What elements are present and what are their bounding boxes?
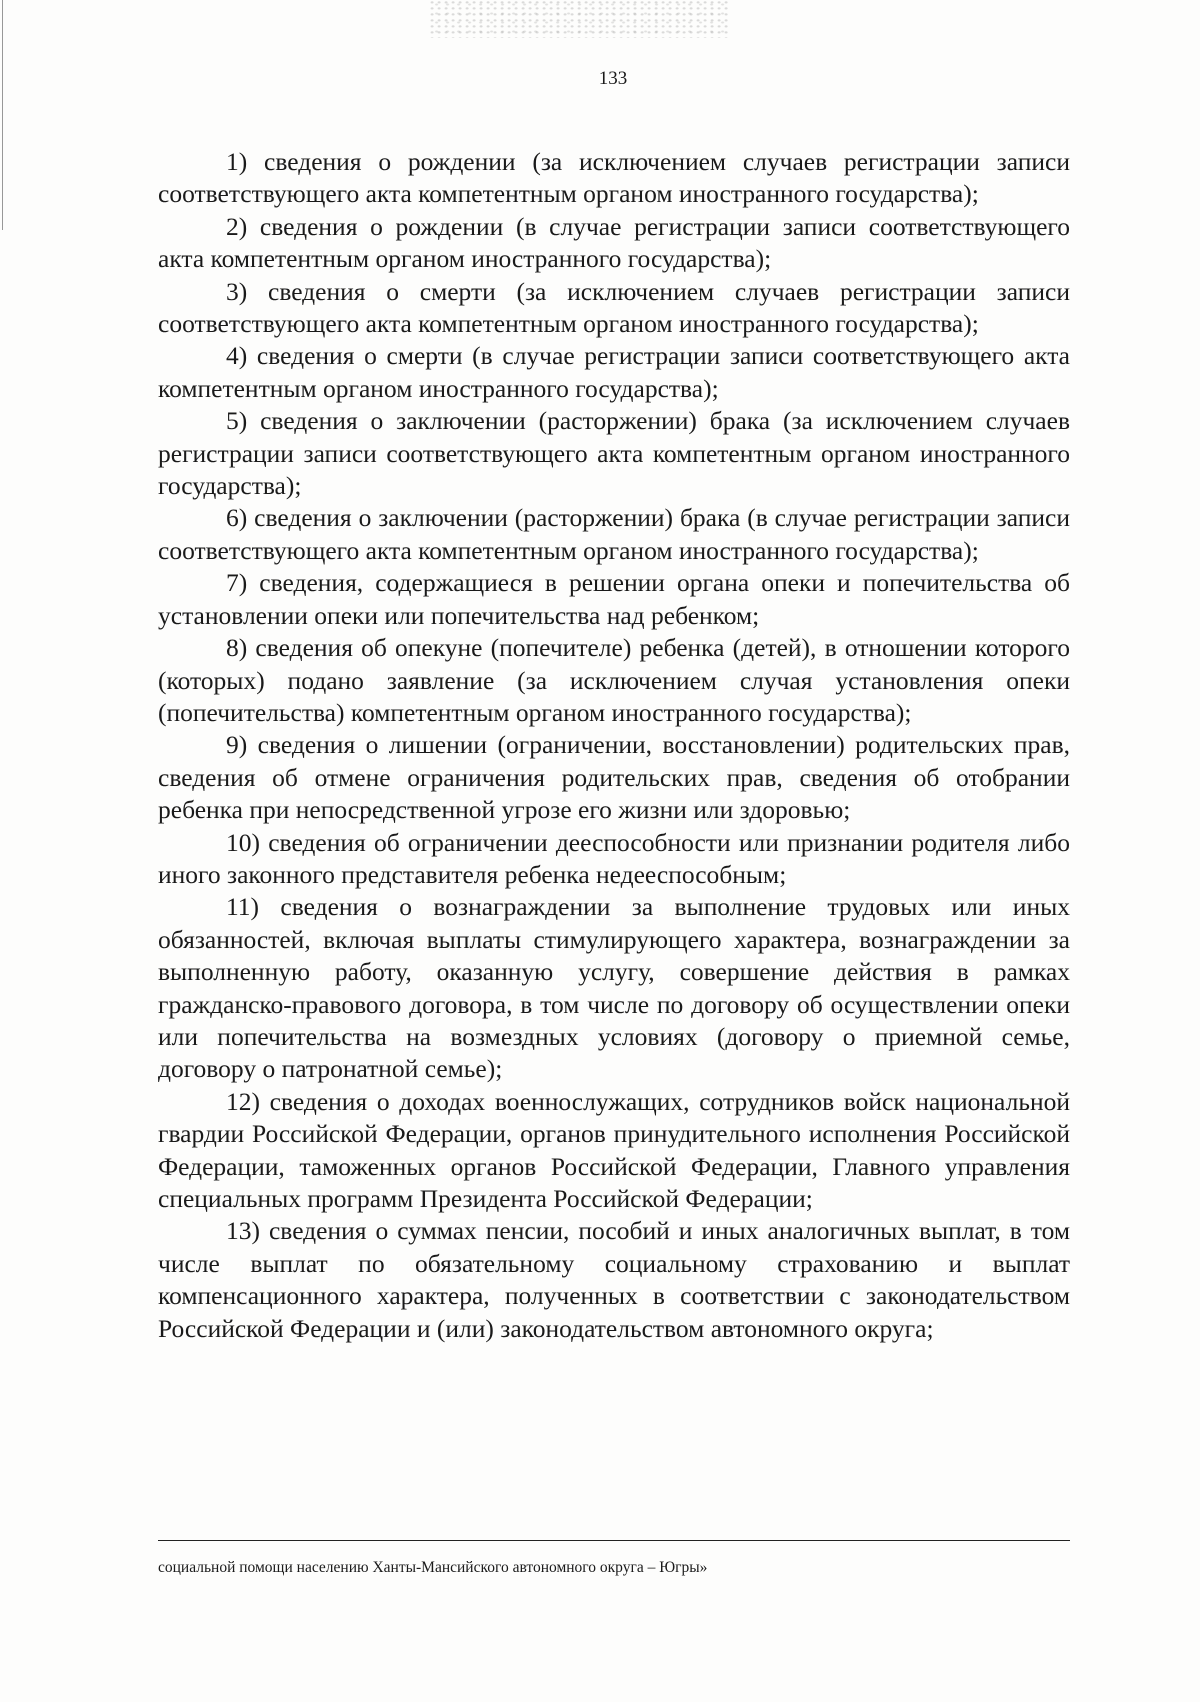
list-item-3: 3) сведения о смерти (за исключением случаев регистрации записи соответствующего акта компетентным органом иностранного государства); [158, 276, 1070, 339]
list-item-13: 13) сведения о суммах пенсии, пособий и иных аналогичных выплат, в том числе выплат по обязательному социальному страхованию и выплат компенсационного характера, полученных в соответствии с законодательством Российской Федерации и (или) законодательством автономного округа; [158, 1216, 1070, 1343]
list-item-1: 1) сведения о рождении (за исключением случаев регистрации записи соответствующего акта компетентным органом иностранного государства); [158, 147, 1070, 209]
list-item-11: 11) сведения о вознаграждении за выполнение трудовых или иных обязанностей, включая выплаты стимулирующего характера, вознаграждении за выполненную работу, оказанную услугу, совершение действия в рамках гражданско-правового договора, в том числе по договору об осуществлении опеки или попечительства на возмездных условиях (договору о приемной семье, договору о патронатной семье); [158, 892, 1070, 1084]
list-item-6: 6) сведения о заключении (расторжении) брака (в случае регистрации записи соответствующего акта компетентным органом иностранного государства); [158, 503, 1070, 565]
list-item-5: 5) сведения о заключении (расторжении) брака (за исключением случаев регистрации записи соответствующего акта компетентным органом иностранного государства); [158, 406, 1070, 501]
page-number: 133 [598, 68, 628, 89]
footer-text: социальной помощи населению Ханты-Мансийского автономного округа – Югры» [158, 1559, 708, 1576]
list-item-2: 2) сведения о рождении (в случае регистрации записи соответствующего акта компетентным органом иностранного государства); [158, 211, 1070, 274]
scan-noise-artifact [430, 0, 730, 38]
list-item-12: 12) сведения о доходах военнослужащих, сотрудников войск национальной гвардии Российской Федерации, органов принудительного исполнения Российской Федерации, таможенных органов Российской Федерации, Главного управления специальных программ Президента Российской Федерации; [158, 1086, 1070, 1213]
list-item-10: 10) сведения об ограничении дееспособности или признании родителя либо иного законного представителя ребенка недееспособным; [158, 827, 1070, 889]
list-item-4: 4) сведения о смерти (в случае регистрации записи соответствующего акта компетентным органом иностранного государства); [158, 341, 1070, 403]
list-item-8: 8) сведения об опекуне (попечителе) ребенка (детей), в отношении которого (которых) подано заявление (за исключением случая установления опеки (попечительства) компетентным органом иностранного государства); [158, 633, 1070, 727]
footer-divider [158, 1540, 1070, 1541]
scan-edge-artifact [2, 0, 3, 230]
list-item-7: 7) сведения, содержащиеся в решении органа опеки и попечительства об установлении опеки или попечительства над ребенком; [158, 568, 1070, 630]
list-item-9: 9) сведения о лишении (ограничении, восстановлении) родительских прав, сведения об отмене ограничения родительских прав, сведения об отобрании ребенка при непосредственной угрозе его жизни или здоровью; [158, 730, 1070, 825]
document-body [158, 146, 1070, 1345]
